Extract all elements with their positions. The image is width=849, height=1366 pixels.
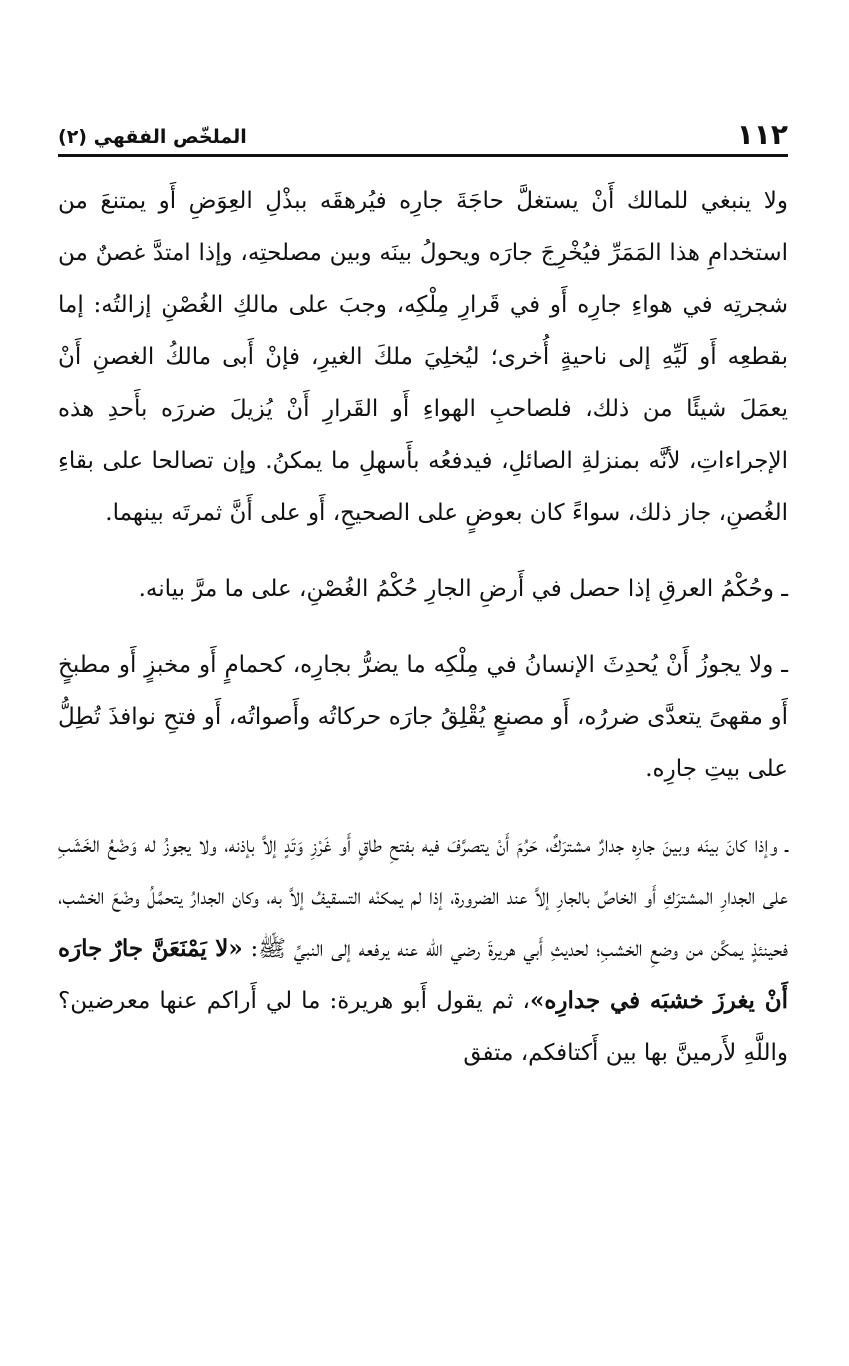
hadith-quote: «لا يَمْنَعَنَّ جارٌ جارَه أَنْ يغرزَ خشبَه في جدارِه» — [58, 935, 788, 1014]
paragraph-root-ruling: ـ وحُكْمُ العرقِ إذا حصل في أَرضِ الجارِ حُكْمُ الغُصْنِ، على ما مرَّ بيانه. — [138, 576, 788, 602]
shared-wall-text: ـ وإذا كانَ بينَه وبينَ جارِه جدارٌ مشترَكٌ، حَرُمَ أَنْ يتصرَّفَ فيه بفتحِ طاقٍ أَو غَرْزِ وَتَدٍ إلاَّ بإذنه، ولا يجوزُ له وَضْعُ الخَشَبِ على الجدارِ المشترَكِ أَو الخاصِّ بالجارِ إلاَّ عند الضرورة، إذا لم يمكنْه التسقيفُ إلاَّ به، وكان الجدارُ يتحمَّلُ وضْعَ الخشب، فحينئذٍ يمكَّن من وضعِ الخشبِ؛ لحديثِ أَبي هريرةَ رضي الله عنه يرفعه إلى النبيِّ ﷺ: — [58, 832, 788, 962]
paragraph-shared-wall — [58, 819, 788, 1079]
book-page — [58, 112, 788, 1079]
page-header — [58, 112, 788, 157]
body-text — [58, 175, 788, 1079]
page-number: ١١٢ — [736, 118, 788, 151]
shared-wall-text-continued: ، ثم يقول أَبو هريرة: ما لي أَراكم عنها معرضين؟ واللَّهِ لأَرمينَّ بها بين أَكتافكم، متفق — [58, 988, 788, 1066]
running-title: الملخّص الفقهي (٢) — [58, 126, 247, 148]
paragraph-harm-prohibition: ـ ولا يجوزُ أَنْ يُحدِثَ الإنسانُ في مِلْكِه ما يضرُّ بجارِه، كحمامٍ أَو مخبزٍ أَو مطبخٍ أَو مقهىً يتعدَّى ضررُه، أَو مصنعٍ يُقْلِقُ جارَه حركاتُه وأَصواتُه، أَو فتحِ نوافذَ تُطِلُّ على بيتِ جارِه. — [58, 652, 788, 782]
paragraph-neighbor-rights: ولا ينبغي للمالك أَنْ يستغلَّ حاجَةَ جارِه فيُرهقَه ببذْلِ العِوَضِ أَو يمتنعَ من استخدامِ هذا المَمَرِّ فيُخْرِجَ جارَه ويحولُ بينَه وبين مصلحتِه، وإذا امتدَّ غصنٌ من شجرتِه في هواءِ جارِه أَو في قَرارِ مِلْكِه، وجبَ على مالكِ الغُصْنِ إزالتُه: إما بقطعِه أَو لَيِّهِ إلى ناحيةٍ أُخرى؛ ليُخلِيَ ملكَ الغيرِ، فإنْ أَبى مالكُ الغصنِ أَنْ يعمَلَ شيئًا من ذلك، فلصاحبِ الهواءِ أَو القَرارِ أَنْ يُزيلَ ضررَه بأَحدِ هذه الإجراءاتِ، لأنَّه بمنزلةِ الصائلِ، فيدفعُه بأَسهلِ ما يمكنُ. وإن تصالحا على بقاءِ الغُصنِ، جاز ذلك، سواءً كان بعوضٍ على الصحيحِ، أَو على أَنَّ ثمرتَه بينهما. — [58, 188, 788, 526]
